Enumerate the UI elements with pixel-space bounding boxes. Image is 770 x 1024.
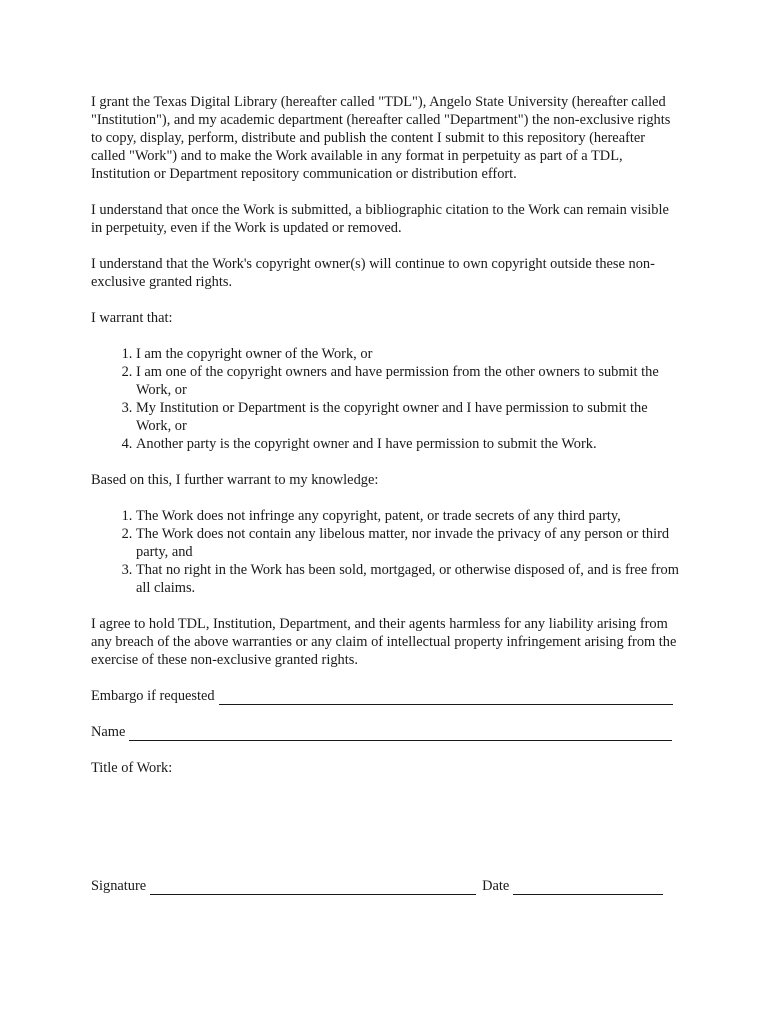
- knowledge-heading: Based on this, I further warrant to my knowledge:: [91, 472, 379, 488]
- harmless-paragraph: I agree to hold TDL, Institution, Department, and their agents harmless for any liability arising from any breach of the above warranties or any claim of intellectual property infringement arising from the exercise of these non-exclusive granted rights.: [91, 616, 677, 668]
- list-item: 1. The Work does not infringe any copyright, patent, or trade secrets of any third party,: [136, 507, 680, 525]
- date-input-line[interactable]: [513, 880, 663, 895]
- list-item: 3. My Institution or Department is the copyright owner and I have permission to submit the Work, or: [136, 399, 680, 435]
- signature-row: [91, 877, 680, 895]
- title-of-work-field[interactable]: [91, 759, 680, 877]
- date-label: Date: [482, 878, 510, 894]
- embargo-input-line[interactable]: [219, 690, 673, 705]
- name-field: [91, 723, 680, 741]
- list-item: 2. The Work does not contain any libelous matter, nor invade the privacy of any person or third party, and: [136, 525, 680, 561]
- list-item: 2. I am one of the copyright owners and have permission from the other owners to submit the Work, or: [136, 363, 680, 399]
- name-label: Name: [91, 724, 126, 740]
- list-item: 1. I am the copyright owner of the Work, or: [136, 345, 680, 363]
- embargo-label: Embargo if requested: [91, 688, 215, 704]
- knowledge-list: [91, 507, 680, 597]
- citation-paragraph: I understand that once the Work is submitted, a bibliographic citation to the Work can remain visible in perpetuity, even if the Work is updated or removed.: [91, 202, 669, 236]
- warrant-list: [91, 345, 680, 453]
- warrant-heading: I warrant that:: [91, 310, 173, 326]
- name-input-line[interactable]: [129, 726, 672, 741]
- signature-label: Signature: [91, 878, 147, 894]
- copyright-paragraph: I understand that the Work's copyright owner(s) will continue to own copyright outside these non-exclusive granted rights.: [91, 256, 655, 290]
- title-of-work-label: Title of Work:: [91, 760, 173, 776]
- grant-paragraph: I grant the Texas Digital Library (hereafter called "TDL"), Angelo State University (hereafter called "Institution"), and my academic department (hereafter called "Department") the non-exclusive rights to copy, display, perform, distribute and publish the content I submit to this repository (hereafter called "Work") and to make the Work available in any format in perpetuity as part of a TDL, Institution or Department repository communication or distribution effort.: [91, 94, 671, 182]
- signature-input-line[interactable]: [150, 880, 476, 895]
- list-item: 4. Another party is the copyright owner and I have permission to submit the Work.: [136, 435, 680, 453]
- embargo-field: [91, 687, 680, 705]
- list-item: 3. That no right in the Work has been sold, mortgaged, or otherwise disposed of, and is free from all claims.: [136, 561, 680, 597]
